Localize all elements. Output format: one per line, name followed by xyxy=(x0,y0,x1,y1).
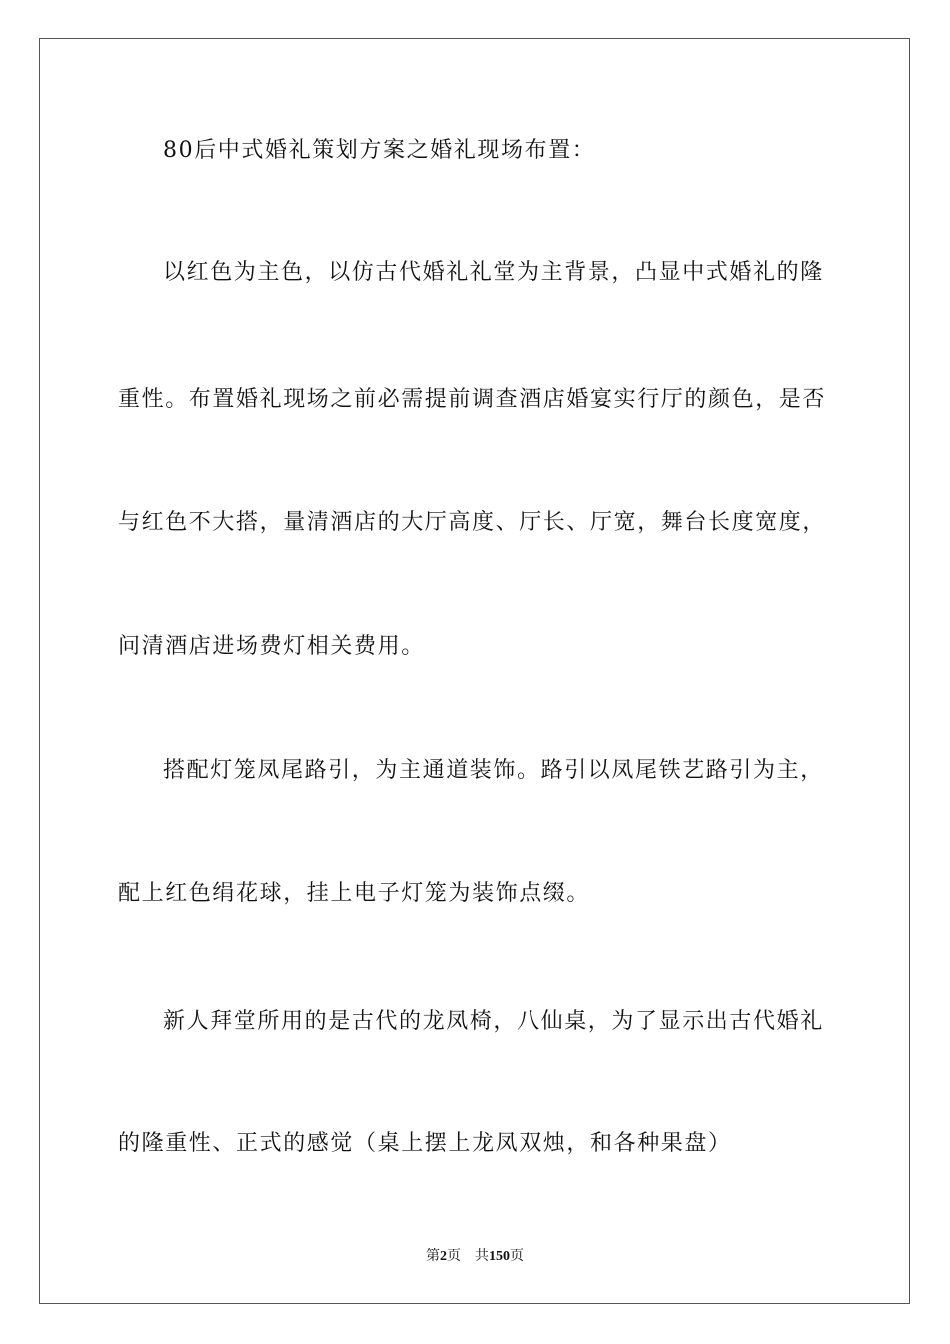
paragraph-line: 的隆重性、正式的感觉（桌上摆上龙凤双烛，和各种果盘） xyxy=(118,1131,732,1156)
total-prefix: 共 xyxy=(475,1248,489,1264)
paragraph-line: 以红色为主色，以仿古代婚礼礼堂为主背景，凸显中式婚礼的隆 xyxy=(163,260,824,285)
paragraph-line: 搭配灯笼凤尾路引，为主通道装饰。路引以凤尾铁艺路引为主， xyxy=(163,758,824,783)
paragraph-line: 配上红色绢花球，挂上电子灯笼为装饰点缀。 xyxy=(118,881,591,906)
paragraph-heading: 80后中式婚礼策划方案之婚礼现场布置： xyxy=(163,138,596,163)
paragraph-line: 问清酒店进场费灯相关费用。 xyxy=(118,634,425,659)
page-footer xyxy=(0,1246,950,1267)
total-pages: 150 xyxy=(489,1249,510,1264)
page-suffix: 页 xyxy=(447,1248,461,1264)
paragraph-line: 与红色不大搭，量清酒店的大厅高度、厅长、厅宽，舞台长度宽度， xyxy=(118,510,827,535)
page-prefix: 第 xyxy=(426,1248,440,1264)
paragraph-line: 重性。布置婚礼现场之前必需提前调查酒店婚宴实行厅的颜色，是否 xyxy=(118,387,827,412)
page-frame xyxy=(39,38,910,1304)
total-suffix: 页 xyxy=(510,1248,524,1264)
paragraph-line: 新人拜堂所用的是古代的龙凤椅，八仙桌，为了显示出古代婚礼 xyxy=(163,1009,824,1034)
page-number: 2 xyxy=(440,1249,447,1264)
